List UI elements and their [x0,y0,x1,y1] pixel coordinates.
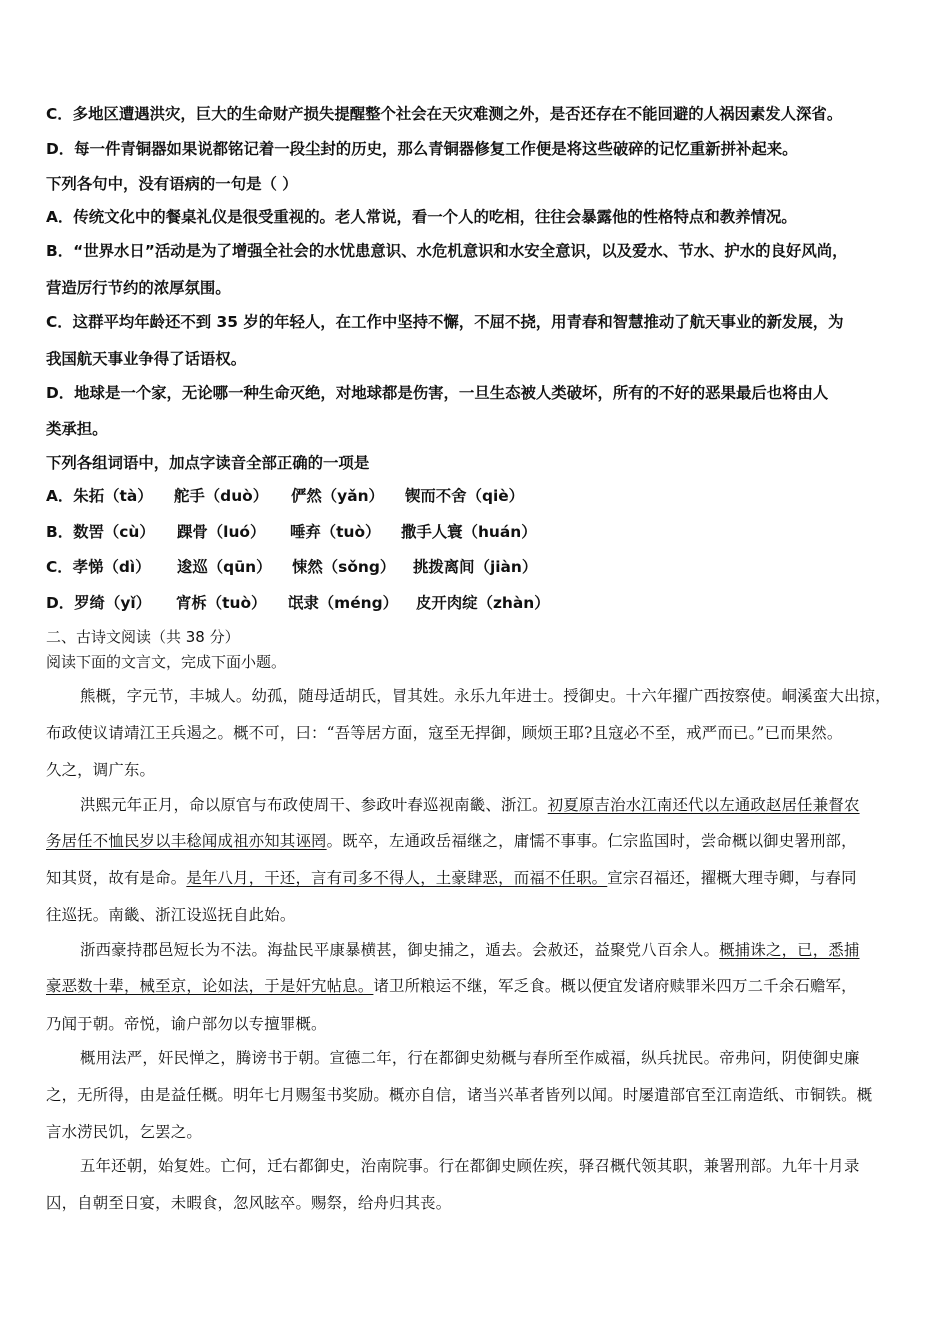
underlined-sentence: 是年八月，干还，言有司多不得人，土豪肆恶，而福不任职。 [186,869,608,887]
pinyin-word: 皮开肉绽（zhàn） [416,594,550,612]
grammar-option-a: A．传统文化中的餐桌礼仪是很受重视的。老人常说，看一个人的吃相，往往会暴露他的性格特点和教养情况。 [46,208,797,226]
passage-p1-line3: 久之，调广东。 [46,761,156,779]
passage-text: 洪熙元年正月，命以原官与布政使周干、参政叶春巡视南畿、浙江。 [80,796,548,814]
pinyin-word: 唾弃（tuò） [290,523,381,541]
passage-p2-line1 [80,793,860,815]
pinyin-word: 俨然（yǎn） [291,487,384,505]
grammar-question-stem: 下列各句中，没有语病的一句是（ ） [46,175,298,193]
pinyin-word: 逡巡（qūn） [177,558,272,576]
passage-p4-line3: 言水涝民饥，乞罢之。 [46,1123,202,1141]
grammar-option-d-line1: D．地球是一个家，无论哪一种生命灭绝，对地球都是伤害，一旦生态被人类破坏，所有的不好的恶果最后也将由人 [46,384,829,402]
underlined-sentence: 务居任不恤民岁以丰稔闻成祖亦知其诬罔 [46,832,327,850]
section-title: 二、古诗文阅读（共 38 分） [46,628,240,646]
pinyin-word: 锲而不舍（qiè） [405,487,525,505]
passage-p5-line2: 囚，自朝至日宴，未暇食，忽风眩卒。赐祭，给舟归其丧。 [46,1194,452,1212]
passage-p1-line2: 布政使议请靖江王兵遏之。概不可，曰：“吾等居方面，寇至无捍御，顾烦王耶?且寇必不至，戒严而已。”已而果然。 [46,724,843,742]
pinyin-word: 撒手人寰（huán） [401,523,537,541]
grammar-option-b-line1: B．“世界水日”活动是为了增强全社会的水忧患意识、水危机意识和水安全意识，以及爱水、节水、护水的良好风尚， [46,242,848,260]
passage-p5-line1: 五年还朝，始复姓。亡何，迁右都御史，治南院事。行在都御史顾佐疾，驿召概代领其职，兼署刑部。九年十月录 [80,1157,860,1175]
pinyin-word: 舵手（duò） [174,487,269,505]
passage-p1-line1: 熊概，字元节，丰城人。幼孤，随母适胡氏，冒其姓。永乐九年进士。授御史。十六年擢广西按察使。峒溪蛮大出掠， [80,687,891,705]
pinyin-word: 氓隶（méng） [288,594,399,612]
pinyin-option-d [46,591,550,613]
pinyin-option-c [46,555,537,577]
section-instruction: 阅读下面的文言文，完成下面小题。 [46,653,287,671]
grammar-option-d-line2: 类承担。 [46,420,108,438]
passage-p3-line2 [46,974,857,996]
passage-p4-line1: 概用法严，奸民惮之，腾谤书于朝。宣德二年，行在都御史劾概与春所至作威福，纵兵扰民。帝弗问，阴使御史廉 [80,1049,860,1067]
pinyin-option-a [46,484,524,506]
pinyin-word: A．朱拓（tà） [46,487,153,505]
underlined-sentence: 初夏原吉治水江南还代以左通政赵居任兼督农 [547,796,860,814]
passage-text: 诸卫所粮运不继，军乏食。概以便宜发诸府赎罪米四万二千余石赡军， [373,977,857,995]
pinyin-word: C．孝悌（dì） [46,558,151,576]
passage-p2-line4: 往巡抚。南畿、浙江设巡抚自此始。 [46,906,296,924]
passage-text: 浙西豪持郡邑短长为不法。海盐民平康暴横甚，御史捕之，遁去。会赦还，益聚党八百余人。 [80,941,720,959]
passage-text: 知其贤，故有是命。 [46,869,187,887]
grammar-option-c-line2: 我国航天事业争得了话语权。 [46,350,247,368]
pinyin-word: 宵柝（tuò） [176,594,267,612]
passage-p4-line2: 之，无所得，由是益任概。明年七月赐玺书奖励。概亦自信，诸当兴革者皆列以闻。时屡遣部官至江南造纸、市铜铁。概 [46,1086,873,1104]
passage-text: 宣宗召福还，擢概大理寺卿，与春同 [607,869,857,887]
pinyin-option-b [46,520,537,542]
grammar-option-c-line1: C．这群平均年龄还不到 35 岁的年轻人，在工作中坚持不懈，不屈不挠，用青春和智慧推动了航天事业的新发展，为 [46,313,844,331]
pinyin-word: 踝骨（luó） [177,523,266,541]
pinyin-word: D．罗绮（yǐ） [46,594,152,612]
pinyin-word: 悚然（sǒng） [292,558,396,576]
underlined-sentence: 概捕诛之，已，悉捕 [719,941,860,959]
passage-p3-line3: 乃闻于朝。帝悦，谕户部勿以专擅罪概。 [46,1015,327,1033]
grammar-option-b-line2: 营造厉行节约的浓厚氛围。 [46,279,231,297]
pinyin-word: B．数罟（cù） [46,523,155,541]
passage-p2-line2 [46,829,857,851]
pinyin-question-stem: 下列各组词语中，加点字读音全部正确的一项是 [46,454,370,472]
underlined-sentence: 豪恶数十辈，械至京，论如法，于是奸宄帖息。 [46,977,374,995]
passage-p3-line1 [80,938,860,960]
prev-question-option-d: D．每一件青铜器如果说都铭记着一段尘封的历史，那么青铜器修复工作便是将这些破碎的记忆重新拼补起来。 [46,140,798,158]
prev-question-option-c: C．多地区遭遇洪灾，巨大的生命财产损失提醒整个社会在天灾难测之外，是否还存在不能回避的人祸因素发人深省。 [46,105,843,123]
pinyin-word: 挑拨离间（jiàn） [413,558,538,576]
passage-text: 。既卒，左通政岳福继之，庸懦不事事。仁宗监国时，尝命概以御史署刑部， [326,832,857,850]
passage-p2-line3 [46,866,857,888]
